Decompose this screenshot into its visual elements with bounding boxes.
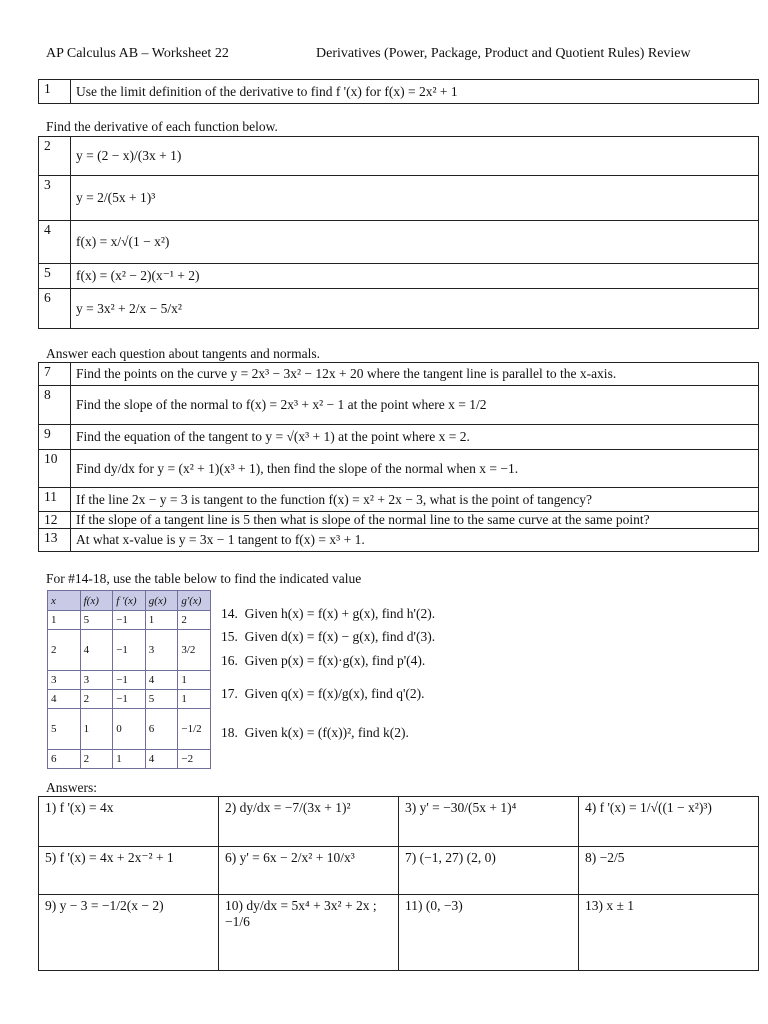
value-table-row (48, 630, 211, 671)
question-number: 10 (39, 450, 71, 488)
table-cell: 5 (80, 611, 113, 630)
answer-cell (219, 797, 399, 847)
question-text: Use the limit definition of the derivative to find f '(x) for f(x) = 2x² + 1 (71, 80, 759, 104)
value-table-row (48, 671, 211, 690)
answer-cell (579, 847, 759, 895)
table-cell: 4 (48, 690, 81, 709)
answer-number: 9) (45, 898, 57, 913)
question-number: 17. (221, 686, 238, 701)
table-cell: 2 (48, 630, 81, 671)
value-table-row (48, 709, 211, 750)
question-text: Given q(x) = f(x)/g(x), find q'(2). (244, 686, 425, 701)
table-cell: −2 (178, 750, 211, 769)
question-text: Given h(x) = f(x) + g(x), find h'(2). (244, 606, 436, 621)
derivative-problems-table (38, 136, 759, 329)
question-text: Find dy/dx for y = (x² + 1)(x³ + 1), then find the slope of the normal when x = −1. (71, 450, 759, 488)
table-cell: 4 (80, 630, 113, 671)
answers-table (38, 796, 759, 971)
question-number: 18. (221, 725, 238, 740)
question-number: 7 (39, 363, 71, 386)
answer-cell (399, 895, 579, 971)
question-number: 4 (39, 221, 71, 264)
table-cell: 3/2 (178, 630, 211, 671)
table-question (221, 606, 435, 622)
answer-cell (399, 847, 579, 895)
question-text: Given d(x) = f(x) − g(x), find d'(3). (244, 629, 436, 644)
table-cell: 0 (113, 709, 146, 750)
table-question (221, 653, 425, 669)
table-cell: 3 (48, 671, 81, 690)
value-table-row (48, 690, 211, 709)
answer-number: 10) (225, 898, 243, 913)
answer-number: 7) (405, 850, 417, 865)
question-number: 16. (221, 653, 238, 668)
table-cell: 6 (48, 750, 81, 769)
table-cell: −1/2 (178, 709, 211, 750)
question-number: 6 (39, 289, 71, 329)
question-text: If the slope of a tangent line is 5 then what is slope of the normal line to the same curve at the same point? (71, 512, 759, 529)
answer-number: 8) (585, 850, 597, 865)
answer-cell (39, 895, 219, 971)
question-number: 13 (39, 529, 71, 552)
table-cell: 5 (48, 709, 81, 750)
answer-number: 13) (585, 898, 603, 913)
answer-text: −2/5 (599, 850, 625, 865)
table-question (221, 725, 409, 741)
question-number: 14. (221, 606, 238, 621)
answer-text: x ± 1 (606, 898, 635, 913)
question-number: 15. (221, 629, 238, 644)
question-row (39, 512, 759, 529)
question-number: 2 (39, 137, 71, 176)
column-header: f(x) (80, 591, 113, 611)
table-cell: 3 (80, 671, 113, 690)
answer-number: 1) (45, 800, 57, 815)
question-text: Find the slope of the normal to f(x) = 2x³ + x² − 1 at the point where x = 1/2 (71, 386, 759, 425)
value-table-header-row (48, 591, 211, 611)
answer-text: y' = −30/(5x + 1)⁴ (419, 800, 517, 815)
question-text: f(x) = (x² − 2)(x⁻¹ + 2) (71, 264, 759, 289)
answer-cell (579, 797, 759, 847)
question-number: 9 (39, 425, 71, 450)
table-cell: 1 (178, 690, 211, 709)
value-table-row (48, 750, 211, 769)
column-header: f '(x) (113, 591, 146, 611)
question-text: y = (2 − x)/(3x + 1) (71, 137, 759, 176)
table-cell: 2 (178, 611, 211, 630)
worksheet-subtitle: Derivatives (Power, Package, Product and Quotient Rules) Review (316, 46, 691, 61)
table-cell: 1 (48, 611, 81, 630)
table-cell: 5 (145, 690, 178, 709)
question-row (39, 80, 759, 104)
table-cell: 1 (145, 611, 178, 630)
table-cell: −1 (113, 671, 146, 690)
answer-text: f '(x) = 4x + 2x⁻² + 1 (59, 850, 174, 865)
section-heading-derivatives: Find the derivative of each function below. (46, 119, 278, 134)
question-row (39, 488, 759, 512)
question-row (39, 137, 759, 176)
table-cell: −1 (113, 611, 146, 630)
answer-number: 11) (405, 898, 423, 913)
question-number: 3 (39, 176, 71, 221)
answer-cell (399, 797, 579, 847)
question-1-table (38, 79, 759, 104)
question-text: Find the points on the curve y = 2x³ − 3x² − 12x + 20 where the tangent line is parallel to the x-axis. (71, 363, 759, 386)
question-row (39, 221, 759, 264)
question-number: 5 (39, 264, 71, 289)
question-number: 12 (39, 512, 71, 529)
question-row (39, 529, 759, 552)
question-row (39, 289, 759, 329)
section-heading-table: For #14-18, use the table below to find the indicated value (46, 571, 362, 586)
question-text: y = 2/(5x + 1)³ (71, 176, 759, 221)
table-question (221, 686, 425, 702)
answer-text: (0, −3) (425, 898, 463, 913)
question-number: 8 (39, 386, 71, 425)
question-row (39, 425, 759, 450)
table-cell: 3 (145, 630, 178, 671)
answers-row (39, 797, 759, 847)
table-cell: 1 (178, 671, 211, 690)
column-header: x (48, 591, 81, 611)
question-text: At what x-value is y = 3x − 1 tangent to f(x) = x³ + 1. (71, 529, 759, 552)
answer-text: f '(x) = 4x (59, 800, 114, 815)
question-text: Find the equation of the tangent to y = √(x³ + 1) at the point where x = 2. (71, 425, 759, 450)
value-table (47, 590, 211, 769)
answer-cell (39, 847, 219, 895)
answer-cell (39, 797, 219, 847)
question-number: 1 (39, 80, 71, 104)
table-cell: 4 (145, 671, 178, 690)
tangent-problems-table (38, 362, 759, 552)
table-cell: −1 (113, 690, 146, 709)
table-cell: 4 (145, 750, 178, 769)
value-table-row (48, 611, 211, 630)
answer-text: f '(x) = 1/√((1 − x²)³) (599, 800, 712, 815)
table-cell: 6 (145, 709, 178, 750)
table-cell: 1 (113, 750, 146, 769)
section-heading-tangents: Answer each question about tangents and normals. (46, 346, 321, 361)
answer-text: dy/dx = 5x⁴ + 3x² + 2x ; −1/6 (225, 898, 377, 929)
table-cell: 2 (80, 690, 113, 709)
question-row (39, 264, 759, 289)
question-row (39, 363, 759, 386)
answers-row (39, 847, 759, 895)
question-row (39, 176, 759, 221)
column-header: g(x) (145, 591, 178, 611)
answer-cell (219, 895, 399, 971)
worksheet-title: AP Calculus AB – Worksheet 22 (46, 46, 229, 61)
question-number: 11 (39, 488, 71, 512)
table-cell: 1 (80, 709, 113, 750)
answer-number: 5) (45, 850, 57, 865)
question-text: y = 3x² + 2/x − 5/x² (71, 289, 759, 329)
answer-number: 3) (405, 800, 417, 815)
table-cell: 2 (80, 750, 113, 769)
column-header: g'(x) (178, 591, 211, 611)
answer-text: (−1, 27) (2, 0) (419, 850, 496, 865)
answer-text: y − 3 = −1/2(x − 2) (59, 898, 164, 913)
question-text: Given k(x) = (f(x))², find k(2). (244, 725, 409, 740)
answer-cell (219, 847, 399, 895)
answer-text: dy/dx = −7/(3x + 1)² (239, 800, 351, 815)
answer-number: 4) (585, 800, 597, 815)
question-row (39, 386, 759, 425)
table-cell: −1 (113, 630, 146, 671)
answer-number: 6) (225, 850, 237, 865)
section-heading-answers: Answers: (46, 780, 97, 795)
answer-cell (579, 895, 759, 971)
answer-number: 2) (225, 800, 237, 815)
answer-text: y' = 6x − 2/x² + 10/x³ (239, 850, 355, 865)
table-question (221, 629, 435, 645)
question-row (39, 450, 759, 488)
answers-row (39, 895, 759, 971)
question-text: f(x) = x/√(1 − x²) (71, 221, 759, 264)
question-text: If the line 2x − y = 3 is tangent to the function f(x) = x² + 2x − 3, what is the point of tangency? (71, 488, 759, 512)
question-text: Given p(x) = f(x)·g(x), find p'(4). (244, 653, 426, 668)
